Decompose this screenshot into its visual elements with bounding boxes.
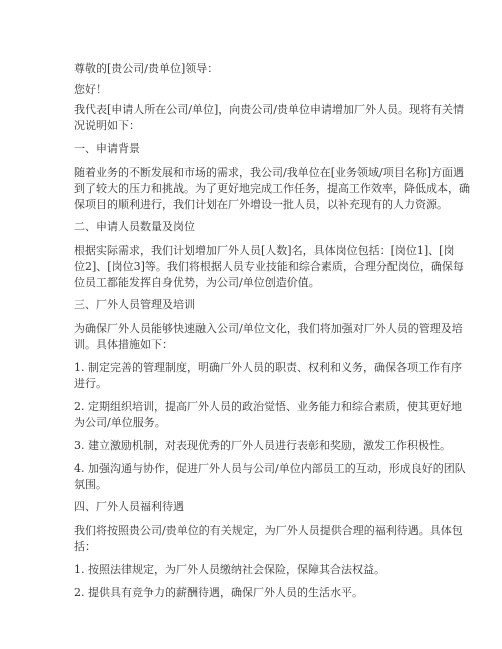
section-management-line-1: 为确保厂外人员能够快速融入公司/单位文化，我们将加强对厂外人员的管理及培 xyxy=(74,322,463,335)
section-background-line-2: 到了较大的压力和挑战。为了更好地完成工作任务，提高工作效率，降低成本，确 xyxy=(74,182,470,195)
section-background-line-3: 保项目的顺利进行，我们计划在厂外增设一批人员，以补充现有的人力资源。 xyxy=(74,198,448,211)
management-item-1-line-1: 1. 制定完善的管理制度，明确厂外人员的职责、权利和义务，确保各项工作有序 xyxy=(74,361,462,374)
benefits-item-2: 2. 提供具有竞争力的薪酬待遇，确保厂外人员的生活水平。 xyxy=(74,586,363,599)
section-positions-line-3: 位员工都能发挥自身优势，为公司/单位创造价值。 xyxy=(74,276,320,289)
greeting: 您好！ xyxy=(74,83,107,96)
section-benefits-line-1: 我们将按照贵公司/贵单位的有关规定，为厂外人员提供合理的福利待遇。具体包 xyxy=(74,524,463,537)
section-positions-line-2: 位2]、[岗位3]等。我们将根据人员专业技能和综合素质，合理分配岗位，确保每 xyxy=(74,260,464,273)
management-item-4-line-2: 氛围。 xyxy=(74,478,107,491)
benefits-item-1: 1. 按照法律规定，为厂外人员缴纳社会保险，保障其合法权益。 xyxy=(74,563,385,576)
management-item-2-line-2: 为公司/单位服务。 xyxy=(74,416,166,429)
section-benefits-line-2: 括： xyxy=(74,540,96,553)
section-heading-background: 一、申请背景 xyxy=(74,142,140,155)
section-management-line-2: 训。具体措施如下： xyxy=(74,338,173,351)
section-heading-benefits: 四、厂外人员福利待遇 xyxy=(74,500,184,513)
salutation: 尊敬的[贵公司/贵单位]领导： xyxy=(74,62,219,75)
section-background-line-1: 随着业务的不断发展和市场的需求，我公司/我单位在[业务领域/项目名称]方面遇 xyxy=(74,166,464,179)
section-positions-line-1: 根据实际需求，我们计划增加厂外人员[人数]名，具体岗位包括：[岗位1]、[岗 xyxy=(74,244,455,257)
management-item-1-line-2: 进行。 xyxy=(74,377,107,390)
section-heading-management: 三、厂外人员管理及培训 xyxy=(74,298,195,311)
management-item-4-line-1: 4. 加强沟通与协作，促进厂外人员与公司/单位内部员工的互动，形成良好的团队 xyxy=(74,462,466,475)
section-heading-staff-positions: 二、申请人员数量及岗位 xyxy=(74,220,195,233)
management-item-3: 3. 建立激励机制，对表现优秀的厂外人员进行表彰和奖励，激发工作积极性。 xyxy=(74,439,451,452)
intro-line-1: 我代表[申请人所在公司/单位]，向贵公司/贵单位申请增加厂外人员。现将有关情 xyxy=(74,103,464,116)
intro-line-2: 况说明如下： xyxy=(74,119,140,132)
management-item-2-line-1: 2. 定期组织培训，提高厂外人员的政治觉悟、业务能力和综合素质，使其更好地 xyxy=(74,400,462,413)
